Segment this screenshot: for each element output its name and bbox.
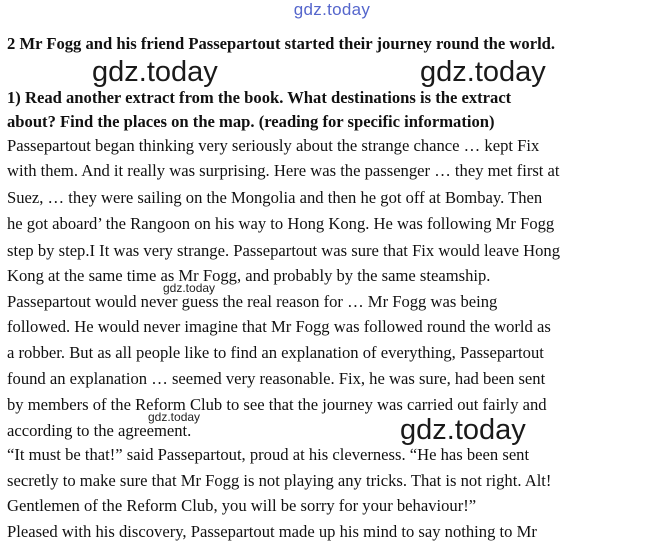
text-line-3: Suez, … they were sailing on the Mongolia and then he got off at Bombay. Then xyxy=(7,188,543,207)
text-line-5: step by step.I It was very strange. Passepartout was sure that Fix would leave Hong xyxy=(7,241,561,260)
watermark-3: gdz.today xyxy=(163,281,216,295)
task-line-1: 1) Read another extract from the book. What destinations is the extract xyxy=(7,88,512,107)
text-line-13: “It must be that!” said Passepartout, proud at his cleverness. “He has been sent xyxy=(7,445,530,464)
text-line-6: Kong at the same time as Mr Fogg, and probably by the same steamship. xyxy=(7,266,491,285)
exercise-heading: 2 Mr Fogg and his friend Passepartout started their journey round the world. xyxy=(7,34,556,53)
text-line-10: found an explanation … seemed very reasonable. Fix, he was sure, had been sent xyxy=(7,369,546,388)
text-line-2: with them. And it really was surprising. Here was the passenger … they met first at xyxy=(7,161,560,180)
text-line-8: followed. He would never imagine that Mr Fogg was followed round the world as xyxy=(7,317,551,336)
watermark-1: gdz.today xyxy=(92,56,218,88)
text-line-16: Pleased with his discovery, Passepartout made up his mind to say nothing to Mr xyxy=(7,522,537,541)
watermark-2: gdz.today xyxy=(420,56,546,88)
text-line-12: according to the agreement. xyxy=(7,421,192,440)
text-line-4: he got aboard’ the Rangoon on his way to Hong Kong. He was following Mr Fogg xyxy=(7,214,555,233)
text-line-9: a robber. But as all people like to find an explanation of everything, Passepartout xyxy=(7,343,544,362)
watermark-top: gdz.today xyxy=(293,0,371,19)
watermark-5: gdz.today xyxy=(400,414,526,446)
text-line-11: by members of the Reform Club to see that the journey was carried out fairly and xyxy=(7,395,547,414)
watermark-4: gdz.today xyxy=(148,410,201,424)
text-line-15: Gentlemen of the Reform Club, you will be sorry for your behaviour!” xyxy=(7,496,477,515)
task-line-2: about? Find the places on the map. (reading for specific information) xyxy=(7,112,495,131)
text-line-14: secretly to make sure that Mr Fogg is not playing any tricks. That is not right. Alt! xyxy=(7,471,552,490)
text-line-1: Passepartout began thinking very seriously about the strange chance … kept Fix xyxy=(7,136,540,155)
text-line-7: Passepartout would never guess the real reason for … Mr Fogg was being xyxy=(7,292,498,311)
